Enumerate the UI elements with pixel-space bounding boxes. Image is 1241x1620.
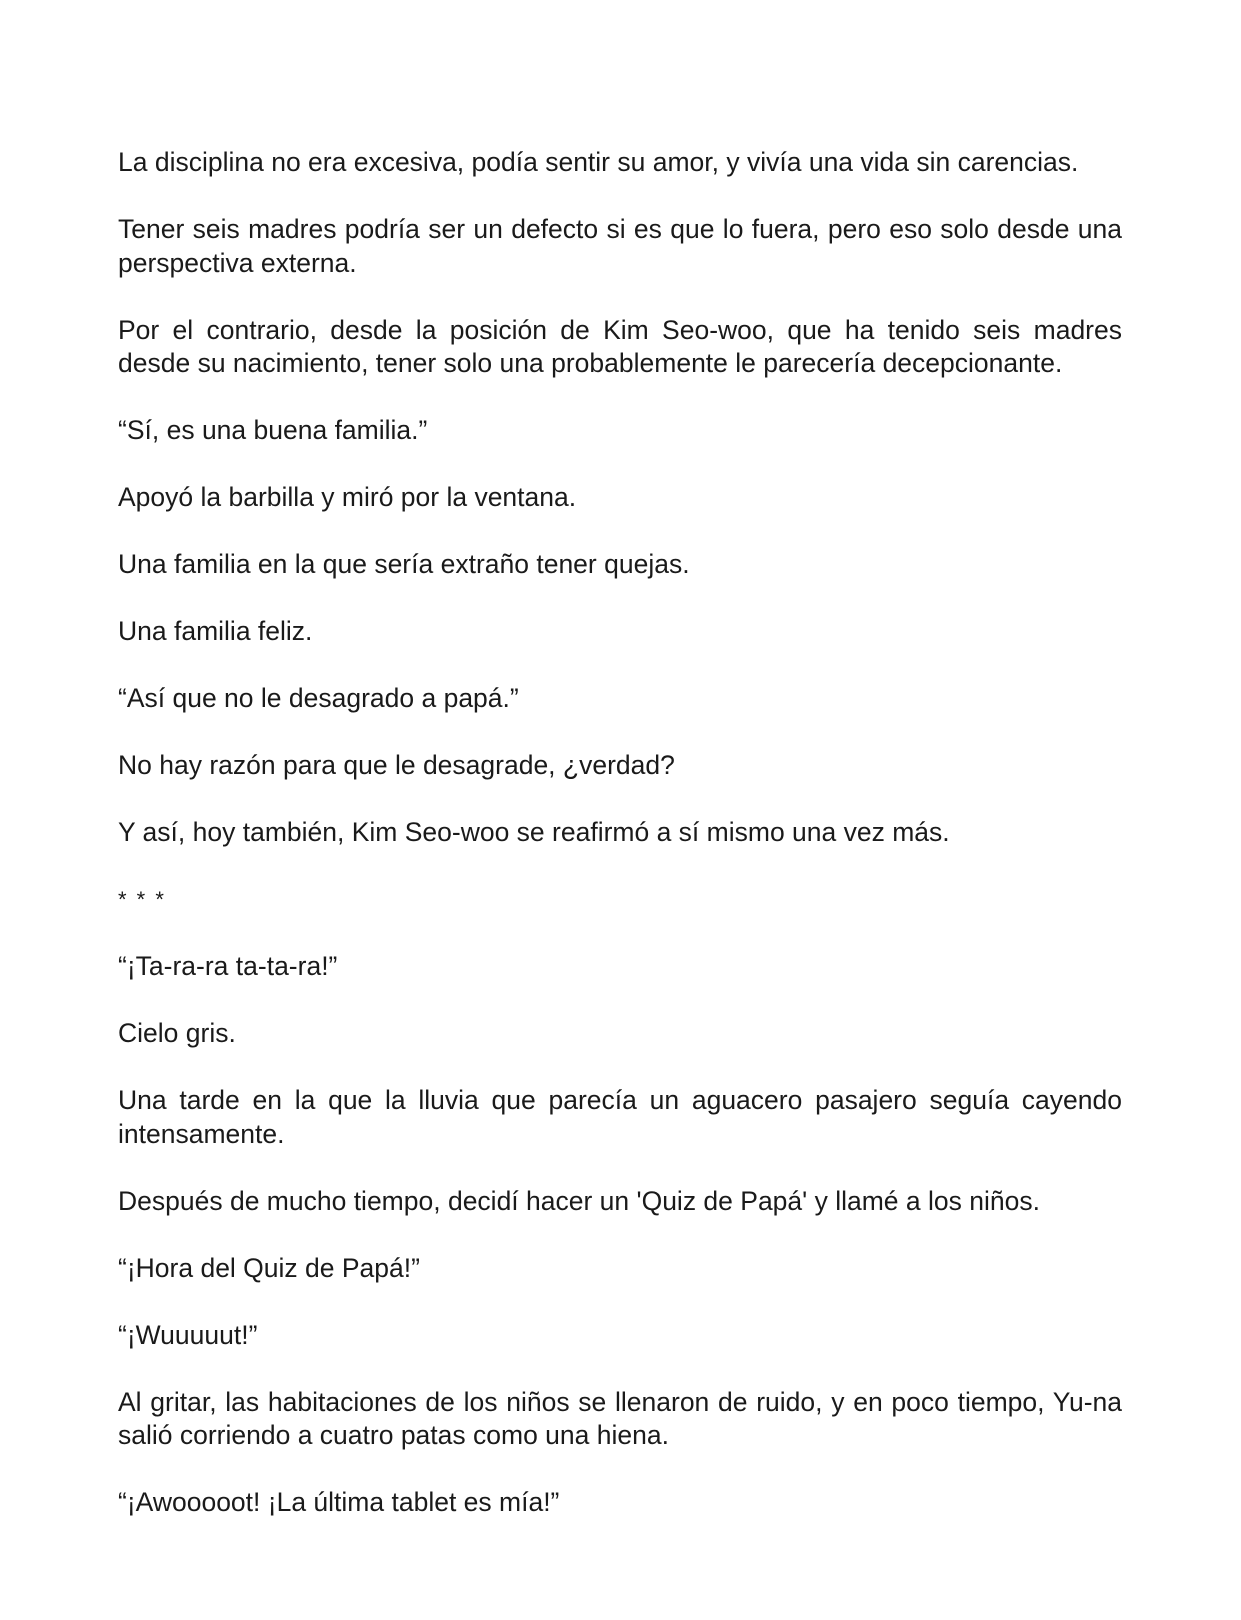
paragraph-good-family: “Sí, es una buena familia.” <box>118 415 428 445</box>
paragraph-quiz-decision: Después de mucho tiempo, decidí hacer un 'Quiz de Papá' y llamé a los niños. <box>118 1185 1040 1216</box>
paragraph-window: Apoyó la barbilla y miró por la ventana. <box>118 482 577 512</box>
paragraph-no-reason: No hay razón para que le desagrade, ¿verdad? <box>118 750 675 780</box>
paragraph-tablet: “¡Awooooot! ¡La última tablet es mía!” <box>118 1487 560 1517</box>
section-separator: * * * <box>118 887 166 912</box>
paragraph-wuuuut: “¡Wuuuuut!” <box>118 1319 258 1350</box>
paragraph-six-mothers: Tener seis madres podría ser un defecto si es que lo fuera, pero eso solo desde una perspectiva externa. <box>118 214 1122 278</box>
paragraph-complaints: Una familia en la que sería extraño tener quejas. <box>118 549 690 579</box>
paragraph-dad: “Así que no le desagrado a papá.” <box>118 683 519 713</box>
paragraph-discipline: La disciplina no era excesiva, podía sentir su amor, y vivía una vida sin carencias. <box>118 147 1079 177</box>
paragraph-rain: Una tarde en la que la lluvia que parecía un aguacero pasajero seguía cayendo intensamente. <box>118 1085 1122 1149</box>
paragraph-tarara: “¡Ta-ra-ra ta-ta-ra!” <box>118 951 338 981</box>
paragraph-grey-sky: Cielo gris. <box>118 1018 236 1048</box>
paragraph-reaffirmed: Y así, hoy también, Kim Seo-woo se reafirmó a sí mismo una vez más. <box>118 817 950 847</box>
paragraph-yuna: Al gritar, las habitaciones de los niños se llenaron de ruido, y en poco tiempo, Yu-na salió corriendo a cuatro patas como una hiena. <box>118 1386 1122 1450</box>
paragraph-happy-family: Una familia feliz. <box>118 616 313 646</box>
paragraph-quiz-time: “¡Hora del Quiz de Papá!” <box>118 1252 420 1283</box>
paragraph-contrary: Por el contrario, desde la posición de Kim Seo-woo, que ha tenido seis madres desde su nacimiento, tener solo una probablemente le parecería decepcionante. <box>118 314 1122 378</box>
document-page <box>118 146 1122 1553</box>
